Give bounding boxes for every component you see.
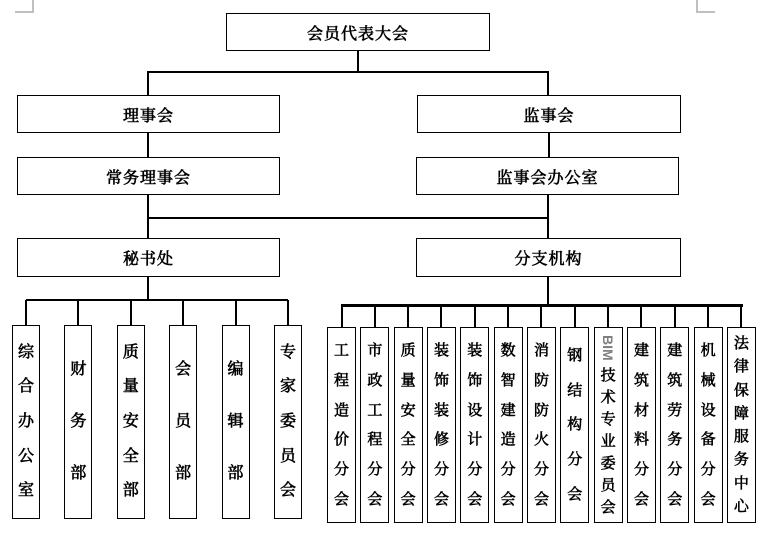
- node-council: [17, 95, 280, 133]
- drop-line: [327, 306, 356, 327]
- dept-label: 专 家 委 员 会: [279, 343, 296, 500]
- dept-box-membership: [169, 325, 197, 519]
- department-drops: [12, 300, 302, 325]
- dept-label: 会 员 部: [175, 361, 192, 482]
- connector-level1-tee: [147, 71, 549, 73]
- node-label: 分支机构: [514, 251, 583, 268]
- connector-supervisory-elbow: [547, 71, 549, 95]
- branch-box-fire-protection: [527, 327, 556, 523]
- branch-box-legal-service-center: [727, 327, 756, 523]
- dept-label: 财 务 部: [70, 361, 87, 482]
- branch-label: 装 饰 设 计 分 会: [467, 341, 483, 509]
- branch-label: BIM 技 术 专 业 委 员 会: [600, 335, 617, 516]
- connector-secretariat-drop: [147, 277, 149, 300]
- connector-branchorg-drop: [547, 277, 549, 305]
- page-corner-mark-top-right-h: [696, 11, 715, 13]
- drop-line: [12, 300, 40, 325]
- drop-line: [660, 306, 689, 327]
- dept-box-general-office: [12, 325, 40, 519]
- page-corner-mark-top-left-h: [15, 11, 33, 13]
- branch-box-bim-technology: [594, 327, 623, 523]
- drop-line: [560, 306, 589, 327]
- branch-box-construction-labor: [660, 327, 689, 523]
- node-supervisory-board: [417, 95, 681, 133]
- departments-group: [12, 325, 302, 519]
- drop-line: [627, 306, 656, 327]
- branch-label: 建 筑 劳 务 分 会: [667, 341, 683, 509]
- branch-box-building-materials: [627, 327, 656, 523]
- node-label: 会员代表大会: [306, 25, 409, 43]
- drop-line: [169, 300, 197, 325]
- drop-line: [360, 306, 389, 327]
- branch-box-decoration-fitout: [427, 327, 456, 523]
- connector-level3-tie: [147, 217, 549, 219]
- connector-root-drop: [357, 51, 359, 73]
- branch-box-quality-safety: [394, 327, 423, 523]
- drop-line: [694, 306, 723, 327]
- branch-box-digital-construction: [494, 327, 523, 523]
- node-supervisory-office: [416, 157, 679, 195]
- branch-label: 法 律 保 障 服 务 中 心: [733, 335, 749, 515]
- branch-box-engineering-cost: [327, 327, 356, 523]
- node-label: 监事会办公室: [496, 169, 599, 187]
- branch-box-decoration-design: [460, 327, 489, 523]
- branch-box-steel-structure: [560, 327, 589, 523]
- branch-label: 消 防 防 火 分 会: [533, 341, 549, 509]
- node-standing-council: [17, 157, 280, 195]
- branches-group: [327, 327, 756, 523]
- branch-label: 市 政 工 程 分 会: [367, 341, 383, 509]
- dept-box-editorial: [222, 325, 250, 519]
- branch-label: 质 量 安 全 分 会: [400, 341, 416, 509]
- drop-line: [394, 306, 423, 327]
- drop-line: [64, 300, 92, 325]
- connector-council-elbow: [147, 71, 149, 95]
- dept-box-expert-committee: [274, 325, 302, 519]
- dept-label: 质 量 安 全 部: [122, 343, 139, 500]
- dept-label: 编 辑 部: [227, 361, 244, 482]
- branch-label: 机 械 设 备 分 会: [700, 341, 716, 509]
- drop-line: [527, 306, 556, 327]
- node-branch-organizations: [416, 238, 681, 277]
- drop-line: [594, 306, 623, 327]
- drop-line: [494, 306, 523, 327]
- dept-box-finance: [64, 325, 92, 519]
- node-label: 秘书处: [122, 251, 174, 268]
- node-label: 理事会: [122, 107, 174, 125]
- node-label: 常务理事会: [105, 169, 191, 187]
- branch-label: 数 智 建 造 分 会: [500, 341, 516, 509]
- drop-line: [274, 300, 302, 325]
- branch-box-machinery-equipment: [694, 327, 723, 523]
- node-secretariat: [17, 238, 280, 277]
- branch-label: 工 程 造 价 分 会: [333, 341, 349, 509]
- connector-council-standing: [147, 133, 149, 157]
- branch-label: 建 筑 材 料 分 会: [633, 341, 649, 509]
- node-label: 监事会: [523, 107, 575, 125]
- drop-line: [117, 300, 145, 325]
- drop-line: [727, 306, 756, 327]
- drop-line: [222, 300, 250, 325]
- node-member-assembly: [226, 13, 490, 51]
- branch-drops: [327, 306, 756, 327]
- dept-box-quality-safety: [117, 325, 145, 519]
- branch-label: 钢 结 构 分 会: [567, 346, 583, 504]
- connector-supervisory-office: [548, 133, 550, 157]
- page-corner-mark-top-left-v: [32, 0, 34, 13]
- drop-line: [460, 306, 489, 327]
- dept-label: 综 合 办 公 室: [17, 343, 34, 500]
- branch-box-municipal-engineering: [360, 327, 389, 523]
- branch-label: 装 饰 装 修 分 会: [433, 341, 449, 509]
- drop-line: [427, 306, 456, 327]
